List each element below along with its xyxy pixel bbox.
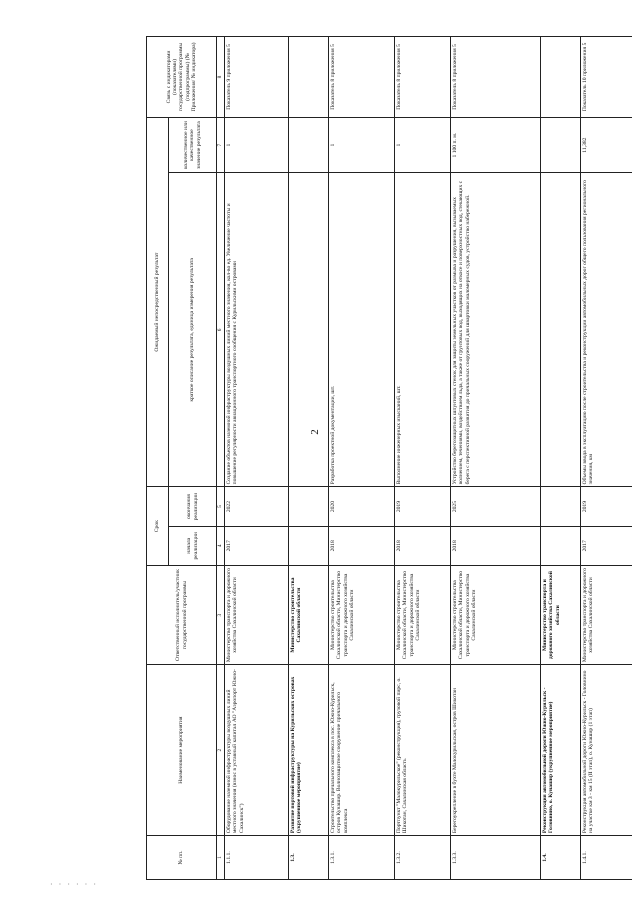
responsible-executor: Министерство транспорта и дорожного хозяйства Сахалинской области xyxy=(225,565,289,664)
result-description: Разработка проектной документации, шт. xyxy=(329,173,395,487)
measure-name: Строительство причального комплекса в пос. Южно-Курильск, остров Кунашир. Волнозащитное сооружение причального комплекса xyxy=(329,665,395,836)
end-year: 2025 xyxy=(451,487,541,526)
end-year: 2022 xyxy=(225,487,289,526)
column-number: 3 xyxy=(217,565,225,664)
responsible-executor: Министерство строительства Сахалинской области, Министерство транспорта и дорожного хозяйства Сахалинской области xyxy=(395,565,451,664)
measures-table xyxy=(146,36,632,880)
header-result-description: краткое описание результата, единица измерения результата xyxy=(169,173,217,487)
result-description: Выполнение инженерных изысканий, шт. xyxy=(395,173,451,487)
rotated-table-container xyxy=(146,36,632,880)
row-number: 1.1.1. xyxy=(225,836,289,880)
column-number-row xyxy=(217,37,225,880)
result-value: 11,382 xyxy=(581,117,632,172)
column-number: 2 xyxy=(217,665,225,836)
header-name: Наименование мероприятия xyxy=(147,665,217,836)
row-number: 1.4. xyxy=(541,836,581,880)
row-number: 1.3.3. xyxy=(451,836,541,880)
indicator-link: Показатель 8 приложения 5 xyxy=(451,37,541,118)
measure-name: Оборудование наземной инфраструктуры воздушных линий местного значения (взнос в уставный капитал АО "Аэропорт Южно-Сахалинск") xyxy=(225,665,289,836)
table-row xyxy=(395,37,451,880)
start-year xyxy=(541,526,581,565)
indicator-link xyxy=(541,37,581,118)
result-value: 1 xyxy=(225,117,289,172)
table-row xyxy=(225,37,289,880)
header-term: Срок xyxy=(147,487,169,566)
result-value xyxy=(289,117,329,172)
measure-name: Реконструкция автомобильной дороги Южно-Курильск - Головнино, о. Кунашир (укрупненное мероприятие) xyxy=(541,665,581,836)
end-year: 2019 xyxy=(581,487,632,526)
result-description xyxy=(541,173,581,487)
result-value: 1 100 п. м. xyxy=(451,117,541,172)
table-body xyxy=(225,37,632,880)
start-year: 2017 xyxy=(581,526,632,565)
page-number: 2 xyxy=(308,429,321,435)
start-year xyxy=(289,526,329,565)
column-number: 6 xyxy=(217,173,225,487)
measure-name: Портпункт "Малокурильское" (реконструкция), грузовой пирс, о. Шикотан, Сахалинская область xyxy=(395,665,451,836)
indicator-link: Показатель 8 приложения 5 xyxy=(329,37,395,118)
responsible-executor: Министерство транспорта и дорожного хозяйства Сахалинской области xyxy=(541,565,581,664)
table-row xyxy=(329,37,395,880)
row-number: 1.3. xyxy=(289,836,329,880)
column-number: 1 xyxy=(217,836,225,880)
row-number: 1.4.1. xyxy=(581,836,632,880)
column-number: 7 xyxy=(217,117,225,172)
start-year: 2017 xyxy=(225,526,289,565)
indicator-link: Показатель 10 приложения 5 xyxy=(581,37,632,118)
header-result-value: количественное или качественное значение результата xyxy=(169,117,217,172)
column-number: 5 xyxy=(217,487,225,526)
responsible-executor: Министерство строительства Сахалинской области, Министерство транспорта и дорожного хозяйства Сахалинской области xyxy=(329,565,395,664)
end-year xyxy=(289,487,329,526)
responsible-executor: Министерство строительства Сахалинской области xyxy=(289,565,329,664)
result-description: Объемы ввода в эксплуатацию после строительства и реконструкции автомобильных дорог общего пользования регионального значения, км xyxy=(581,173,632,487)
result-value: 1 xyxy=(329,117,395,172)
scan-artifact: · · · · · · xyxy=(50,880,98,889)
table-row xyxy=(289,37,329,880)
end-year: 2019 xyxy=(395,487,451,526)
measure-name: Реконструкция автомобильной дороги Южно-Курильск - Головнино на участке км 3 - км 15 (II этап), о. Кунашир (1 этап) xyxy=(581,665,632,836)
indicator-link xyxy=(289,37,329,118)
start-year: 2018 xyxy=(329,526,395,565)
header-num: № пп. xyxy=(147,836,217,880)
result-description xyxy=(289,173,329,487)
result-value xyxy=(541,117,581,172)
result-description: Устройство берегозащитных шпунтовых стенок для защиты земельных участков от размыва и разрушения, вызываемых волнением, течениями, воздействием льда, а также от грунтовых вод, выходящих на откосе и поверхностных вод, стекающих с берега с перспективной развития до причальных сооружений для швартовки маломерных судов, устройство набережной. xyxy=(451,173,541,487)
column-number: 4 xyxy=(217,526,225,565)
measure-name: Берегоукрепление в бухте Малокурильская, остров Шикотан xyxy=(451,665,541,836)
start-year: 2018 xyxy=(451,526,541,565)
header-responsible: Ответственный исполнитель/участник государственной программы xyxy=(147,565,217,664)
header-start: начала реализации xyxy=(169,526,217,565)
end-year xyxy=(541,487,581,526)
table-row xyxy=(451,37,541,880)
header-indicator-link: Связь с индикаторами (показателями) государственной программы (подпрограммы) (№ Приложения/ № индикатора) xyxy=(147,37,217,118)
header-expected-result: Ожидаемый непосредственный результат xyxy=(147,117,169,487)
header-end: окончания реализации xyxy=(169,487,217,526)
measure-name: Развитие портовой инфраструктуры на Курильских островах (укрупненное мероприятие) xyxy=(289,665,329,836)
row-number: 1.3.1. xyxy=(329,836,395,880)
end-year: 2020 xyxy=(329,487,395,526)
table-row xyxy=(581,37,632,880)
result-value: 1 xyxy=(395,117,451,172)
indicator-link: Показатель 8 приложения 5 xyxy=(395,37,451,118)
responsible-executor: Министерство строительства Сахалинской области, Министерство транспорта и дорожного хозяйства Сахалинской области xyxy=(451,565,541,664)
row-number: 1.3.2. xyxy=(395,836,451,880)
column-number: 8 xyxy=(217,37,225,118)
start-year: 2018 xyxy=(395,526,451,565)
result-description: Создание объектов наземной инфраструктуры воздушных линий местного значения, кол-во ед. Увеличение частоты и повышение регулярности авиационного транспортного сообщения с Курильскими островами xyxy=(225,173,289,487)
table-row xyxy=(541,37,581,880)
indicator-link: Показатель 9 приложения 5 xyxy=(225,37,289,118)
responsible-executor: Министерство транспорта и дорожного хозяйства Сахалинской области xyxy=(581,565,632,664)
